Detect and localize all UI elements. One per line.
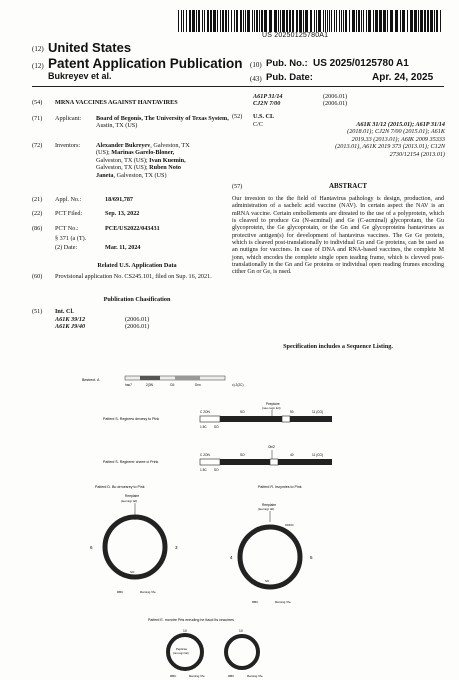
barcode-bar [204, 10, 205, 32]
applicant-code: (71) [32, 115, 43, 122]
provisional-application: Provisional application No. CS245.101, filed on Sup. 16, 2021. [55, 273, 212, 280]
pct-filed: Sep. 13, 2022 [105, 210, 140, 217]
circle-mark: Raming Vfe [275, 600, 291, 604]
authors: Bukreyev et al. [48, 71, 112, 81]
barcode-bar [349, 10, 350, 32]
barcode-bar [390, 10, 393, 32]
construct-mark: C 2ON [200, 410, 210, 414]
circle-mark: RBC [252, 600, 259, 604]
s371-date: Mar. 11, 2024 [105, 244, 141, 251]
pub-no-code: (10) [250, 61, 262, 69]
barcode-bar [286, 10, 288, 32]
barcode-bar [222, 10, 224, 32]
barcode-bar [336, 10, 337, 32]
country: United States [48, 40, 132, 55]
gene-mark: c) 2(2C) [232, 383, 244, 387]
circle-mark: Raming Vfe [247, 674, 263, 678]
circle-label: (ren-regn tail) [173, 652, 189, 655]
barcode-bar [366, 10, 367, 32]
barcode-bar [236, 10, 238, 32]
barcode-bar [400, 10, 401, 32]
barcode-bar [327, 10, 328, 32]
gene-mark: C6: [170, 383, 175, 387]
barcode-bar [299, 10, 302, 32]
barcode-bar [375, 10, 378, 32]
figure-drawing [0, 360, 459, 680]
circle-label: Reeplaire [262, 503, 277, 507]
barcode-bar [345, 10, 347, 32]
barcode-bar [395, 10, 398, 32]
circle-mark: 10 [183, 629, 187, 633]
cpc-line: 2019.33 (2013.01); A6IK 2009 35333 [351, 135, 445, 143]
barcode-bar [363, 10, 364, 32]
circle-number: 3 [175, 545, 178, 550]
inventor-line: Galveston, TX (US); Ruben Noto [96, 164, 181, 172]
barcode-bar [387, 10, 388, 32]
barcode-bar [323, 10, 324, 32]
circular-construct [226, 636, 258, 668]
barcode-bar [278, 10, 279, 32]
inventors-label: Inventors: [55, 142, 81, 149]
barcode-bar [183, 10, 184, 32]
int-cl-label: Int. Cl. [55, 308, 74, 315]
uscl-label: U.S. CL [253, 113, 275, 120]
pct-no-code: (86) [32, 225, 43, 232]
barcode-bar [352, 10, 355, 32]
pub-no: US 2025/0125780 A1 [313, 58, 409, 69]
barcode-bar [217, 10, 218, 32]
abstract-text: Our invesion to the the field of Hantavirus pathology is design, production, and administration of a sachelc acid vaccine (NAV). In certain aspect the NAV is an mRNA vaccine. Certain embollements are direated to the use of a polyprotein, which is cleaved to produce Gu (N-acminal) and Ge (C-acminal) glycoprotam, the Gu glycoprotein, the Ge glycoprotain, or the Gn and Ge glycoproteins hantavirues as protective antigen(s) for development of hantavirus vaccines. The Ge Ge protein, which is cleaved post-translationally to individual Gn and Ge proteins, can be used as an nutigns for vaccines. In case of DNA and RNA-based vaccines, the complete M jonn, which encodes the complete single open teading frame, which is clevved post-translationally in the Gn and Ge proteins or individual open reading frumes encoding cither Gn or Ge, is nsed. [232, 196, 444, 276]
barcode-bar [210, 10, 212, 32]
construct-mark: 1.5C [200, 468, 207, 472]
pct-no-label: PCT No.: [55, 225, 79, 232]
barcode-bar [254, 10, 255, 32]
barcode-bar [289, 10, 291, 32]
circle-mark: SO [265, 579, 270, 583]
barcode-bar [231, 10, 232, 32]
construct-mark: 40 [290, 453, 294, 457]
publication-type: Patent Application Publication [48, 56, 243, 71]
barcode-bar [198, 10, 200, 32]
gene-mark: 2(3N [146, 383, 153, 387]
construct-mark: C 2ON [200, 453, 210, 457]
circle-mark: RBC [170, 674, 177, 678]
prov-code: (60) [32, 273, 43, 280]
cpc-line: 2730/12154 (2013.01) [389, 150, 445, 158]
barcode-bar [430, 10, 433, 32]
barcode-bar [240, 10, 242, 32]
barcode-bar [339, 10, 340, 32]
barcode-bar [228, 10, 229, 32]
circle-mark: SO [130, 570, 135, 574]
barcode-bar [334, 10, 335, 32]
barcode-bar [192, 10, 195, 32]
circle-label: (leemrgr laf) [121, 499, 138, 503]
barcode-bar [296, 10, 298, 32]
appl-no: 18/691,787 [105, 196, 134, 203]
cpc-top-row: A61P 31/14 (2006.01) [253, 93, 348, 100]
construct-mark: 11 (CG) [312, 453, 324, 457]
barcode-bar [234, 10, 235, 32]
barcode-bar [186, 10, 187, 32]
pub-date: Apr. 24, 2025 [372, 72, 434, 83]
cpc-line: (2018.01); CJ2N 7/00 (2015.01); A61K [347, 128, 445, 136]
s371-date-label: (2) Date: [55, 244, 78, 251]
applicant-name: Board of Begonis, The University of Texas System, [96, 115, 229, 122]
barcode-bar [434, 10, 435, 32]
barcode-bar [292, 10, 294, 32]
circular-construct [240, 527, 300, 587]
construct-mark: 1.5C [200, 425, 207, 429]
barcode-bar [358, 10, 360, 32]
circle-label: Peplicas [176, 647, 187, 651]
barcode-bar [207, 10, 209, 32]
barcode-bar [282, 10, 285, 32]
panel-label: Paiferd E. mcrotre Prts enruding he Itaod Its ceaoirres [148, 618, 234, 622]
construct-segment [282, 416, 290, 422]
cpc-line: A61K 31/12 (2015.01); A61P 31/14 [356, 121, 445, 128]
panel-label: Paiferd S. Regirerer cheee ci Prink [103, 460, 159, 464]
barcode-bar [316, 10, 317, 32]
construct-mark: SO [240, 410, 245, 414]
int-cl-row: A61K 39/12 (2006.01) [55, 316, 150, 323]
circle-mark: ORDC [285, 523, 294, 527]
pub-no-label: Pub. No.: [266, 58, 308, 69]
barcode-bar [189, 10, 191, 32]
int-cl-code: (51) [32, 308, 43, 315]
pub-class-heading: Publication Chasification [103, 296, 171, 303]
barcode-bar [325, 10, 326, 32]
barcode-bar [310, 10, 312, 32]
barcode [178, 10, 445, 32]
barcode-bar [305, 10, 308, 32]
circle-mark: RBC [228, 674, 235, 678]
barcode-bar [356, 10, 357, 32]
s371-label: § 371 (a (T). [55, 235, 87, 242]
barcode-bar [407, 10, 408, 32]
barcode-bar [329, 10, 330, 32]
construct-mark: Ob/2 [268, 445, 275, 449]
barcode-bar [427, 10, 429, 32]
circle-number: 4 [230, 555, 233, 560]
panel-label: Paiferd R. Irsrymies to Pink [258, 485, 302, 489]
pct-no: PCE/US2022/043431 [105, 225, 160, 232]
construct-mark: SO [214, 468, 219, 472]
construct-mark: Peeptoire [266, 402, 280, 406]
barcode-bar [269, 10, 272, 32]
barcode-bar [414, 10, 417, 32]
barcode-bar [213, 10, 216, 32]
inventor-line: (US); Marinas Garelo-Bloner, [96, 149, 175, 157]
barcode-bar [410, 10, 413, 32]
circle-mark: 10 [239, 629, 243, 633]
barcode-bar [274, 10, 277, 32]
gene-segment [175, 376, 200, 380]
inventors-list [96, 142, 241, 179]
barcode-bar [383, 10, 386, 32]
gene-mark: Dvn [195, 383, 201, 387]
panel-label: Paiferd S. Regirerw drroesy to Pink [103, 417, 160, 421]
barcode-bar [418, 10, 419, 32]
inventor-line: Janeta, Galveston, TX (US) [96, 171, 167, 179]
barcode-bar [225, 10, 227, 32]
invention-title: MRNA VACCINES AGAINST HANTAVIRES [55, 99, 178, 106]
appl-label: Appl. No.: [55, 196, 82, 203]
int-cl-row: A61K J9/40 (2006.01) [55, 323, 150, 331]
barcode-bar [259, 10, 260, 32]
applicant-location: Austin, TX (US) [96, 122, 138, 130]
circle-number: 5 [310, 555, 313, 560]
construct-segment [270, 459, 278, 465]
uscl-code: (52) [232, 113, 243, 120]
applicant [96, 115, 236, 130]
abstract-heading: ABSTRACT [328, 182, 368, 190]
appl-code: (21) [32, 196, 43, 203]
construct-mark: 50 [290, 410, 294, 414]
pct-filed-label: PCT Filed: [55, 210, 83, 217]
barcode-bar [424, 10, 426, 32]
barcode-bar [181, 10, 182, 32]
pub-date-label: Pub. Date: [266, 72, 313, 83]
barcode-bar [368, 10, 371, 32]
type-code: (12) [32, 62, 44, 70]
int-cl-list [55, 316, 235, 331]
circle-label: Reeplaire [125, 494, 140, 498]
pct-filed-code: (22) [32, 210, 43, 217]
barcode-bar [261, 10, 263, 32]
title-code: (54) [32, 99, 43, 106]
circle-mark: Raming Vfe [189, 674, 205, 678]
barcode-bar [314, 10, 315, 32]
circle-mark: RBC [117, 590, 124, 594]
gene-segment [140, 376, 160, 380]
panel-label: Paiferd D. Bu drroesrey to Pink [95, 485, 145, 489]
construct-mark: (neo-rogn loii) [262, 406, 281, 410]
barcode-bar [402, 10, 405, 32]
barcode-bar [264, 10, 267, 32]
cpc-line: (2013.01), A61K 2019 373 (2013.01); C12N [335, 143, 445, 151]
construct-mark: SO [214, 425, 219, 429]
barcode-bar [436, 10, 438, 32]
barcode-bar [343, 10, 344, 32]
barcode-bar [256, 10, 258, 32]
cpc-top-list [253, 93, 443, 108]
barcode-bar [379, 10, 382, 32]
barcode-bar [341, 10, 342, 32]
barcode-bar [178, 10, 179, 32]
figure-label: Bestrect. A [82, 378, 100, 382]
barcode-bar [440, 10, 441, 32]
abstract-code: (57) [232, 183, 243, 190]
circle-label: (leemrgr laf) [258, 507, 275, 511]
barcode-number: US 20250125780A1 [262, 32, 329, 39]
barcode-bar [318, 10, 321, 32]
circle-mark: L1E [264, 524, 270, 528]
barcode-bar [280, 10, 281, 32]
barcode-bar [303, 10, 304, 32]
country-code: (12) [32, 45, 44, 53]
inventor-line: Galveston, TX (US); Ivan Kuemin, [96, 156, 186, 164]
barcode-bar [196, 10, 197, 32]
inventors-code: (72) [32, 142, 43, 149]
related-heading: Related U.S. Application Data [97, 262, 177, 269]
applicant-label: Applicant: [55, 115, 82, 122]
cpc-label: C/C [253, 121, 263, 128]
barcode-bar [247, 10, 250, 32]
gene-mark: hac7 [125, 383, 132, 387]
barcode-bar [331, 10, 332, 32]
circle-number: 6 [90, 545, 93, 550]
barcode-bar [252, 10, 253, 32]
barcode-bar [245, 10, 246, 32]
circle-mark: Raming Vfe [140, 590, 156, 594]
cpc-top-row: CJ2N 7/00 (2006.01) [253, 100, 348, 108]
construct-segment [200, 416, 220, 422]
barcode-bar [202, 10, 203, 32]
barcode-bar [243, 10, 244, 32]
barcode-bar [361, 10, 362, 32]
cpc-classes [270, 121, 445, 158]
sequence-listing-note: Specification includes a Sequence Listing. [283, 343, 393, 350]
circular-construct [105, 517, 165, 577]
header-rule [32, 86, 444, 87]
barcode-bar [373, 10, 374, 32]
construct-segment [200, 459, 220, 465]
construct-mark: SO [240, 453, 245, 457]
inventor-line: Alexander Bukreyev, Galveston, TX [96, 142, 190, 149]
barcode-bar [420, 10, 423, 32]
construct-mark: 11 (CG) [312, 410, 324, 414]
pub-date-code: (43) [250, 75, 262, 83]
barcode-bar [220, 10, 221, 32]
